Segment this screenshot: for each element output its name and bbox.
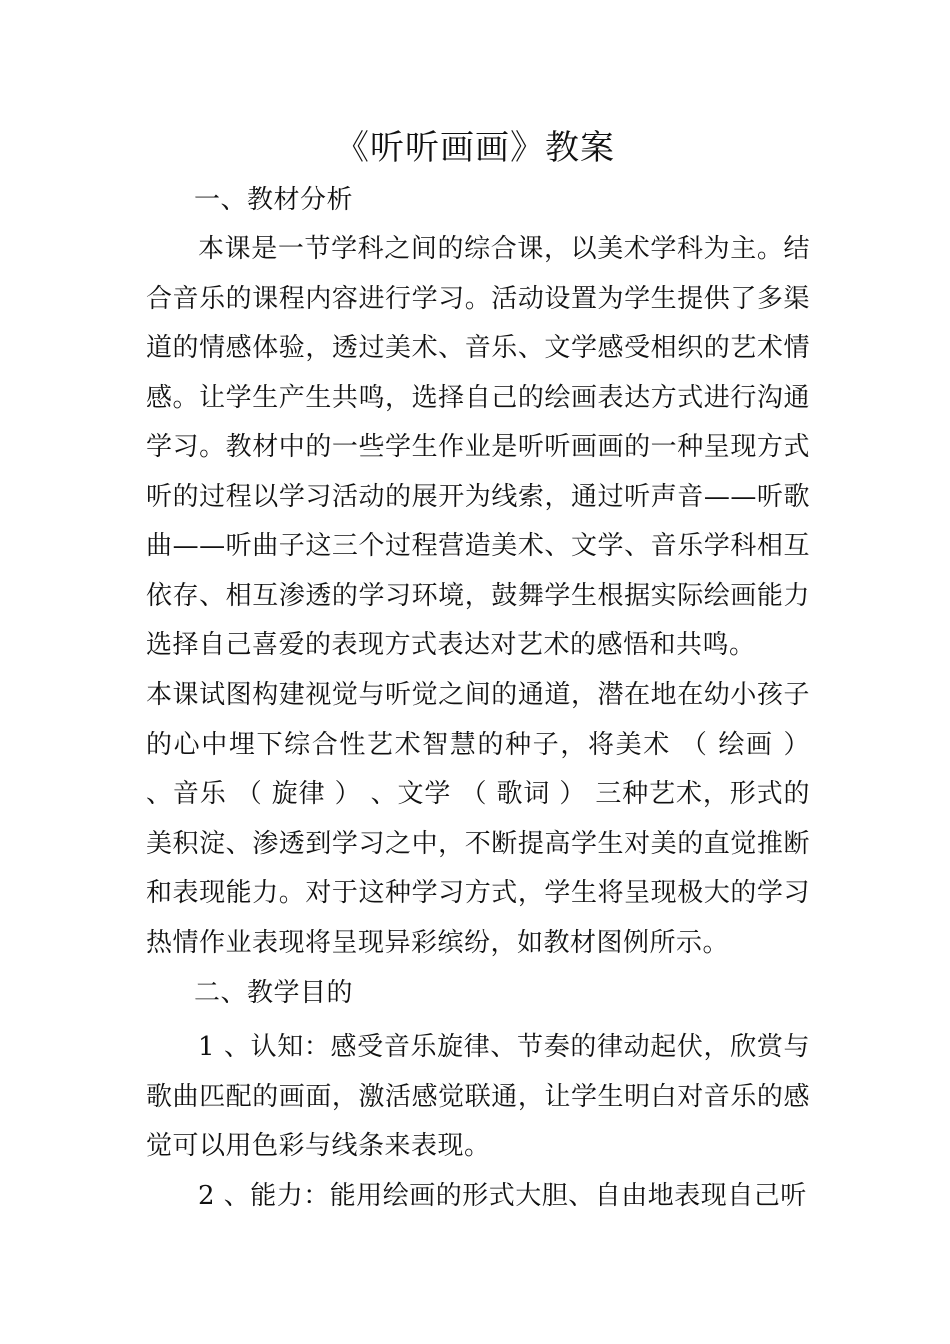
objective-item-ability: 2 、能力：能用绘画的形式大胆、自由地表现自己听 bbox=[198, 1181, 807, 1211]
document-title: 《听听画画》教案 bbox=[335, 128, 615, 168]
objective-item-cognition: 1 、认知：感受音乐旋律、节奏的律动起伏，欣赏与歌曲匹配的画面，激活感觉联通，让学生明白对音乐的感觉可以用色彩与线条来表现。 bbox=[146, 1032, 810, 1161]
section-heading-analysis: 一、教材分析 bbox=[194, 185, 354, 215]
paragraph-analysis-1: 本课是一节学科之间的综合课，以美术学科为主。结合音乐的课程内容进行学习。活动设置为学生提供了多渠道的情感体验，透过美术、音乐、文学感受相织的艺术情感。让学生产生共鸣，选择自己的绘画表达方式进行沟通学习。教材中的一些学生作业是听听画画的一种呈现方式听的过程以学习活动的展开为线索，通过听声音——听歌曲——听曲子这三个过程营造美术、文学、音乐学科相互依存、相互渗透的学习环境，鼓舞学生根据实际绘画能力选择自己喜爱的表现方式表达对艺术的感悟和共鸣。 bbox=[146, 234, 810, 660]
section-heading-objectives: 二、教学目的 bbox=[194, 978, 354, 1008]
paragraph-analysis-2: 本课试图构建视觉与听觉之间的通道，潜在地在幼小孩子的心中埋下综合性艺术智慧的种子，将美术 （ 绘画 ） 、音乐 （ 旋律 ） 、文学 （ 歌词 ） 三种艺术，形式的美积淀、渗透到学习之中，不断提高学生对美的直觉推断和表现能力。对于这种学习方式，学生将呈现极大的学习热情作业表现将呈现异彩缤纷，如教材图例所示。 bbox=[146, 680, 810, 958]
